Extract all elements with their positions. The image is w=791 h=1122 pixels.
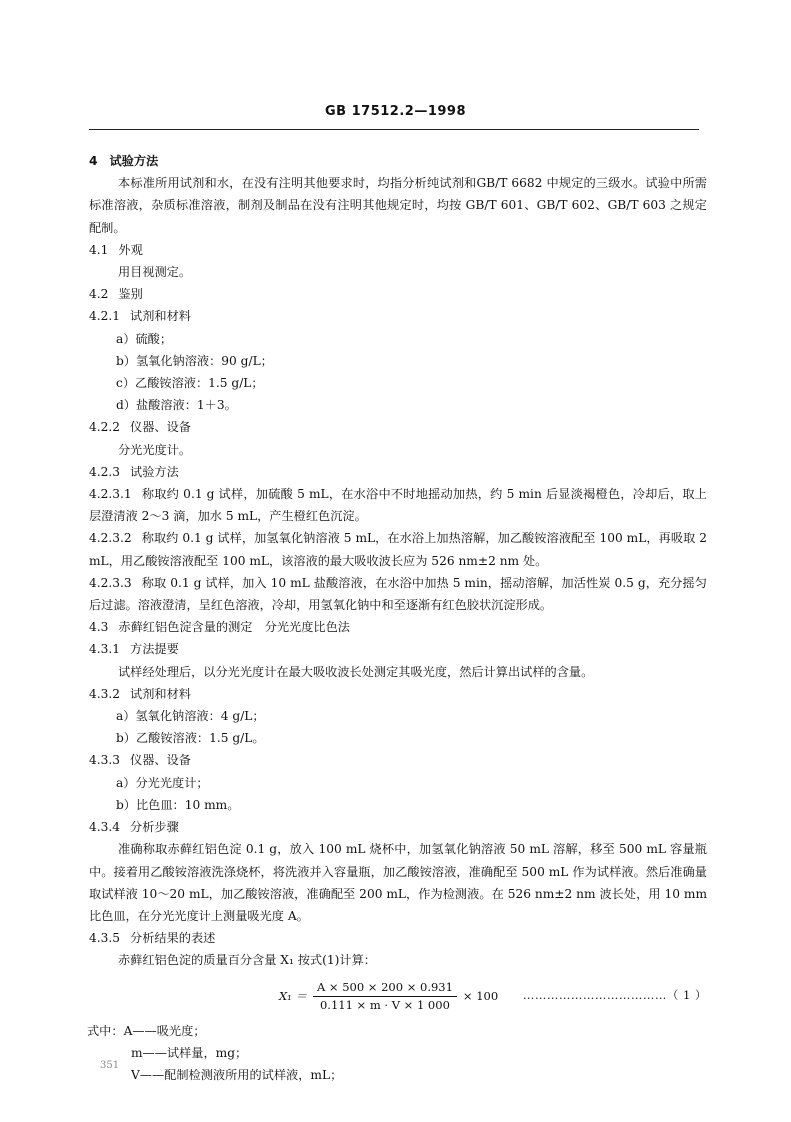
list-item: b）比色皿：10 mm。 bbox=[116, 797, 240, 812]
where-intro-line bbox=[87, 1020, 707, 1042]
list-item: d）盐酸溶液：1＋3。 bbox=[116, 398, 237, 413]
section-4-1-text: 用目视测定。 bbox=[118, 265, 192, 280]
section-4-3-1-heading: 4.3.1 方法提要 bbox=[89, 642, 179, 657]
page-number: 351 bbox=[100, 1060, 120, 1071]
formula-tail: × 100 bbox=[462, 988, 499, 1003]
section-4-3-3-heading: 4.3.3 仪器、设备 bbox=[89, 753, 191, 768]
header-rule bbox=[89, 129, 699, 130]
section-4-3-4-heading: 4.3.4 分析步骤 bbox=[89, 820, 179, 835]
section-4-2-heading: 4.2 鉴别 bbox=[89, 287, 143, 302]
list-item: c）乙酸铵溶液：1.5 g/L； bbox=[116, 376, 264, 391]
formula-expression bbox=[279, 980, 498, 1013]
where-intro: 式中： bbox=[87, 1023, 124, 1038]
section-4-2-3-1: 4.2.3.1 称取约 0.1 g 试样，加硫酸 5 mL，在水浴中不时地摇动加热，约 5 min 后显淡褐橙色，冷却后，取上层澄清液 2～3 滴，加水 5 mL，产生橙红色沉淀。 bbox=[89, 487, 707, 524]
section-4-paragraph: 本标准所用试剂和水，在没有注明其他要求时，均指分析纯试剂和GB/T 6682 中规定的三级水。试验中所需标准溶液，杂质标准溶液，制剂及制品在没有注明其他规定时，均按 GB/T 601、GB/T 602、GB/T 603 之规定配制。 bbox=[89, 176, 707, 235]
equation-number: ………………………………（ 1 ） bbox=[522, 987, 707, 1002]
where-item: m——试样量，mg； bbox=[131, 1045, 248, 1060]
list-item: b）乙酸铵溶液：1.5 g/L。 bbox=[116, 731, 265, 746]
section-4-2-3-2: 4.2.3.2 称取约 0.1 g 试样，加氢氧化钠溶液 5 mL，在水浴上加热溶解，加乙酸铵溶液配至 100 mL，再吸取 2 mL，用乙酸铵溶液配至 100 mL，该溶液的最大吸收波长应为 526 nm±2 nm 处。 bbox=[89, 531, 707, 568]
where-item: V——配制检测液所用的试样液，mL； bbox=[131, 1067, 343, 1082]
section-4-2-3-heading: 4.2.3 试验方法 bbox=[89, 464, 179, 479]
formula-denominator: 0.111 × m · V × 1 000 bbox=[319, 997, 450, 1012]
section-4-3-5-text: 赤藓红铝色淀的质量百分含量 X₁ 按式(1)计算： bbox=[118, 953, 376, 968]
document-header: GB 17512.2—1998 bbox=[325, 104, 466, 119]
list-item: a）氢氧化钠溶液：4 g/L； bbox=[116, 709, 265, 724]
section-4-3-1-text: 试样经处理后，以分光光度计在最大吸收波长处测定其吸光度，然后计算出试样的含量。 bbox=[118, 664, 594, 679]
section-4-3-4-paragraph: 准确称取赤藓红铝色淀 0.1 g，放入 100 mL 烧杯中，加氢氧化钠溶液 50 mL 溶解，移至 500 mL 容量瓶中。接着用乙酸铵溶液洗涤烧杯，将洗液并入容量瓶，加乙酸铵溶液，准确配至 500 mL 作为试样液。然后准确量取试样液 10～20 mL，加乙酸铵溶液，准确配至 200 mL，作为检测液。在 526 nm±2 nm 波长处，用 10 mm 比色皿，在分光光度计上测量吸光度 A。 bbox=[89, 842, 707, 923]
list-item: a）硫酸； bbox=[116, 331, 173, 346]
section-4-2-2-heading: 4.2.2 仪器、设备 bbox=[89, 420, 191, 435]
where-item: A——吸光度； bbox=[123, 1023, 206, 1038]
section-4-3-5-heading: 4.3.5 分析结果的表述 bbox=[89, 931, 216, 946]
formula-fraction bbox=[313, 980, 457, 1013]
list-item: a）分光光度计； bbox=[116, 775, 209, 790]
section-4-3-heading: 4.3 赤藓红铝色淀含量的测定 分光光度比色法 bbox=[89, 620, 350, 635]
section-4-1-heading: 4.1 外观 bbox=[89, 242, 143, 257]
formula-1 bbox=[89, 976, 707, 1016]
section-4-heading: 4 试验方法 bbox=[89, 154, 159, 168]
section-4-2-3-3: 4.2.3.3 称取 0.1 g 试样，加入 10 mL 盐酸溶液，在水浴中加热 5 min，摇动溶解，加活性炭 0.5 g，充分摇匀后过滤。溶液澄清，呈红色溶液，冷却，用氢氧化钠中和至逐渐有红色胶状沉淀形成。 bbox=[89, 575, 707, 613]
formula-numerator: A × 500 × 200 × 0.931 bbox=[313, 980, 457, 997]
section-4-2-2-text: 分光光度计。 bbox=[118, 442, 192, 457]
section-4-2-1-heading: 4.2.1 试剂和材料 bbox=[89, 309, 191, 324]
document-body bbox=[89, 150, 707, 1086]
section-4-3-2-heading: 4.3.2 试剂和材料 bbox=[89, 686, 191, 701]
formula-lhs: X₁ ＝ bbox=[279, 988, 307, 1003]
list-item: b）氢氧化钠溶液：90 g/L； bbox=[116, 353, 273, 368]
